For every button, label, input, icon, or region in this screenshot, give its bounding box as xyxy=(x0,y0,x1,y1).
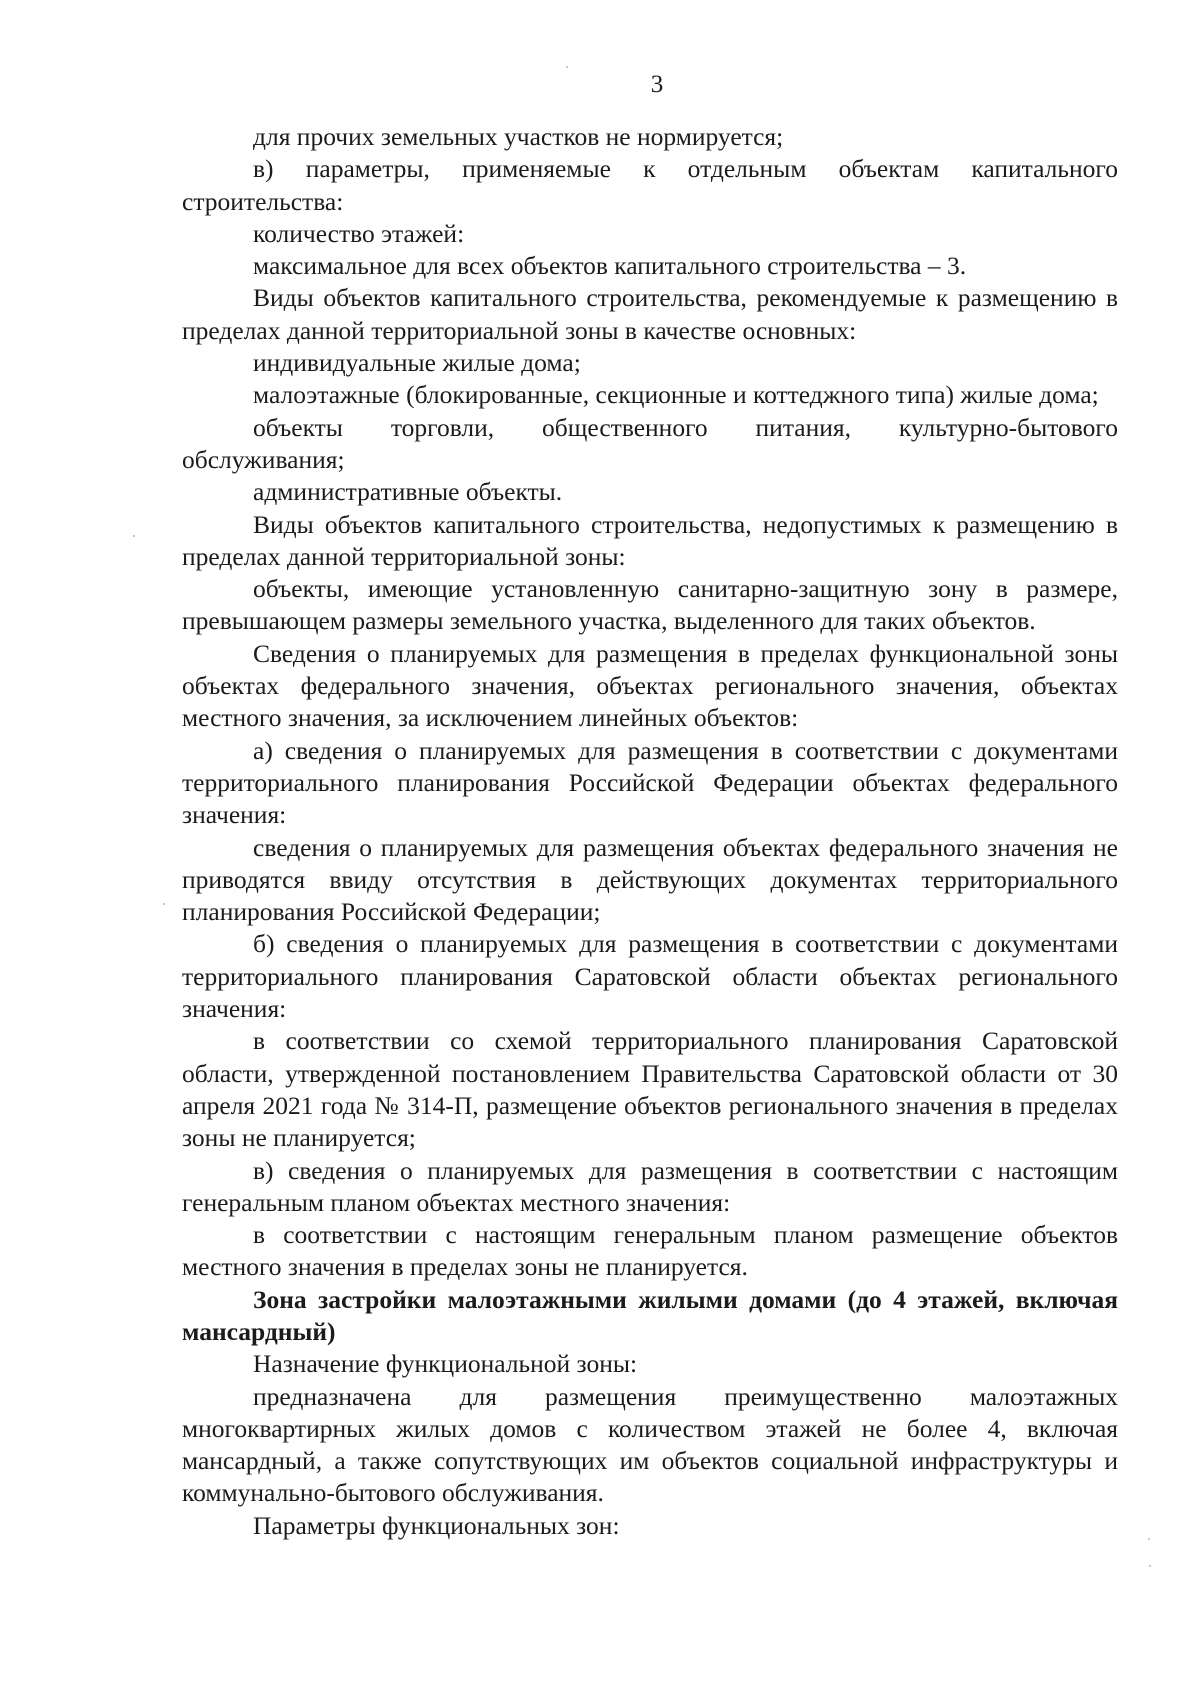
paragraph: Назначение функциональной зоны: xyxy=(253,1349,638,1379)
scan-speck xyxy=(566,66,568,68)
paragraph: в соответствии со схемой территориального планирования Саратовской области, утвержденной постановлением Правительства Саратовской области от 30 апреля 2021 года № 314-П, размещение объектов регионального значения в пределах зоны не планируется; xyxy=(182,1026,1118,1153)
paragraph: Виды объектов капитального строительства, рекомендуемые к размещению в пределах данной территориальной зоны в качестве основных: xyxy=(182,283,1118,345)
scan-speck xyxy=(163,903,165,905)
section-heading: Зона застройки малоэтажными жилыми домами (до 4 этажей, включая мансардный) xyxy=(182,1284,1118,1346)
paragraph: в) сведения о планируемых для размещения в соответствии с настоящим генеральным планом объектах местного значения: xyxy=(182,1155,1118,1217)
paragraph: в) параметры, применяемые к отдельным объектам капитального строительства: xyxy=(182,154,1118,216)
paragraph: Виды объектов капитального строительства, недопустимых к размещению в пределах данной территориальной зоны: xyxy=(182,509,1118,571)
paragraph: максимальное для всех объектов капитального строительства – 3. xyxy=(253,251,967,281)
paragraph: объекты торговли, общественного питания, культурно-бытового обслуживания; xyxy=(182,412,1118,474)
paragraph: Сведения о планируемых для размещения в пределах функциональной зоны объектах федерального значения, объектах регионального значения, объектах местного значения, за исключением линейных объектов: xyxy=(182,638,1118,733)
document-body xyxy=(182,121,1118,1542)
paragraph: Параметры функциональных зон: xyxy=(253,1510,620,1540)
scan-speck xyxy=(133,535,135,537)
paragraph: индивидуальные жилые дома; xyxy=(253,348,581,378)
paragraph: сведения о планируемых для размещения объектах федерального значения не приводятся ввиду отсутствия в действующих документах территориального планирования Российской Федерации; xyxy=(182,832,1118,927)
paragraph: малоэтажные (блокированные, секционные и коттеджного типа) жилые дома; xyxy=(253,380,1099,410)
paragraph: б) сведения о планируемых для размещения в соответствии с документами территориального планирования Саратовской области объектах регионального значения: xyxy=(182,929,1118,1024)
paragraph: предназначена для размещения преимущественно малоэтажных многоквартирных жилых домов с количеством этажей не более 4, включая мансардный, а также сопутствующих им объектов социальной инфраструктуры и коммунально-бытового обслуживания. xyxy=(182,1381,1118,1508)
paragraph: а) сведения о планируемых для размещения в соответствии с документами территориального планирования Российской Федерации объектах федерального значения: xyxy=(182,735,1118,830)
page-number: 3 xyxy=(650,71,664,98)
paragraph: количество этажей: xyxy=(253,218,465,248)
paragraph: в соответствии с настоящим генеральным планом размещение объектов местного значения в пределах зоны не планируется. xyxy=(182,1220,1118,1282)
paragraph: объекты, имеющие установленную санитарно-защитную зону в размере, превышающем размеры земельного участка, выделенного для таких объектов. xyxy=(182,574,1118,636)
paragraph: для прочих земельных участков не нормируется; xyxy=(253,122,784,151)
paragraph: административные объекты. xyxy=(253,477,563,507)
scan-speck xyxy=(1148,1538,1150,1540)
scan-speck xyxy=(1149,1565,1151,1567)
